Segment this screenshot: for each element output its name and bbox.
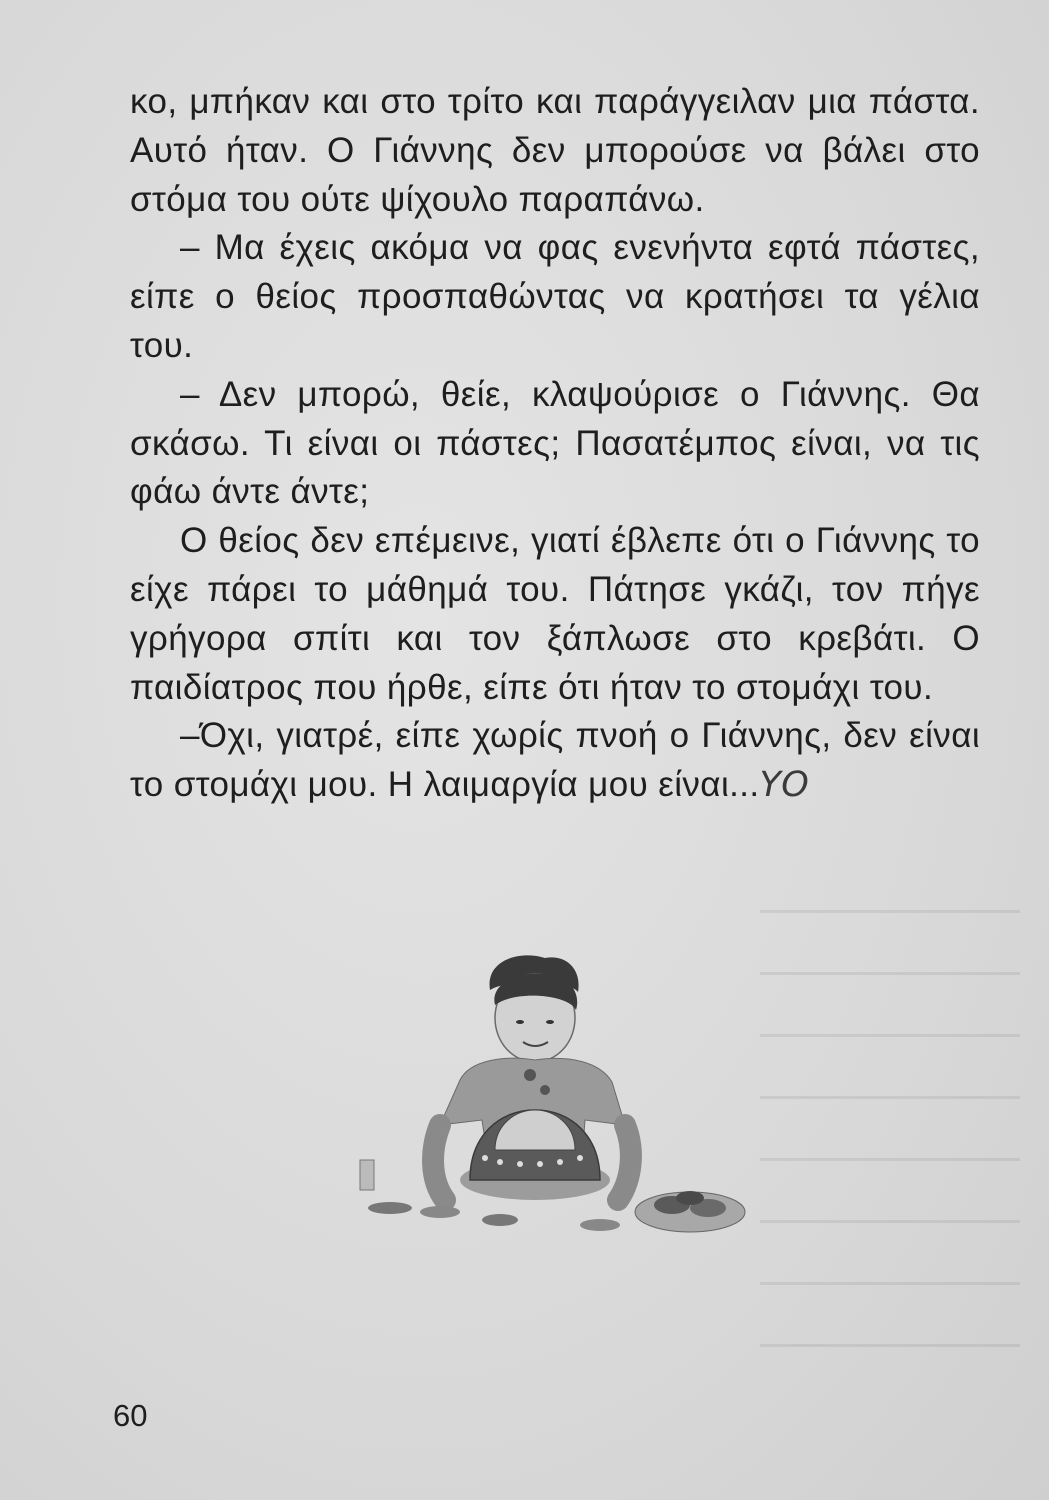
paragraph-5 bbox=[130, 712, 980, 810]
paragraph-2: – Μα έχεις ακόμα να φας ενενήντα εφτά πάστες, είπε ο θείος προσπαθώντας να κρατήσει τα γέλια του. bbox=[130, 228, 980, 365]
handwritten-note: ΥΟ bbox=[759, 765, 810, 806]
story-text bbox=[130, 78, 980, 810]
boy-with-cakes-illustration bbox=[320, 950, 760, 1260]
paragraph-5-text: –Όχι, γιατρέ, είπε χωρίς πνοή ο Γιάννης, δεν είναι το στομάχι μου. Η λαιμαργία μου είναι... bbox=[130, 716, 980, 805]
show-through-text bbox=[760, 880, 1020, 1400]
page-number: 60 bbox=[113, 1398, 148, 1433]
paragraph-3: – Δεν μπορώ, θείε, κλαψούρισε ο Γιάννης. Θα σκάσω. Τι είναι οι πάστες; Πασατέμπος είναι, να τις φάω άντε άντε; bbox=[130, 374, 980, 512]
paragraph-1: κο, μπήκαν και στο τρίτο και παράγγειλαν μια πάστα. Αυτό ήταν. Ο Γιάννης δεν μπορούσε να βάλει στο στόμα του ούτε ψίχουλο παραπάνω. bbox=[130, 82, 980, 219]
paragraph-4: Ο θείος δεν επέμεινε, γιατί έβλεπε ότι ο Γιάννης το είχε πάρει το μάθημά του. Πάτησε γκάζι, τον πήγε γρήγορα σπίτι και τον ξάπλωσε στο κρεβάτι. Ο παιδίατρος που ήρθε, είπε ότι ήταν το στομάχι του. bbox=[130, 521, 980, 707]
